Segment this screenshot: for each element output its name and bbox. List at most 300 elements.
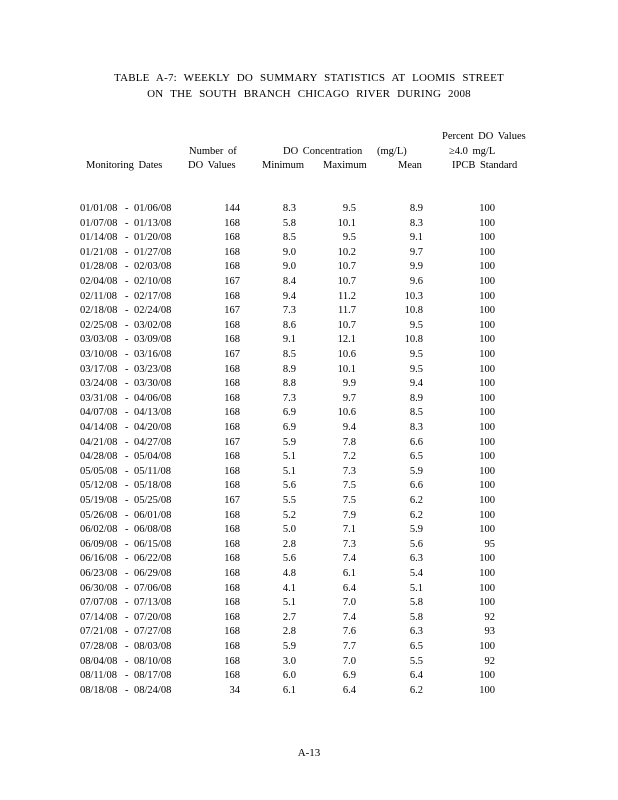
maximum-cell: 10.6 <box>337 349 356 360</box>
end-date-cell: 05/25/08 <box>134 495 172 506</box>
date-separator: - <box>125 276 129 287</box>
table-row <box>0 407 618 422</box>
minimum-cell: 8.3 <box>282 203 296 214</box>
percent-cell: 100 <box>479 319 495 331</box>
end-date-cell: 01/06/08 <box>134 203 172 214</box>
end-date-cell: 06/01/08 <box>134 509 172 521</box>
percent-cell: 100 <box>479 246 495 258</box>
mean-cell: 6.3 <box>409 626 423 638</box>
start-date-cell: 03/17/08 <box>80 363 118 375</box>
percent-cell: 100 <box>479 465 495 477</box>
end-date-cell: 02/03/08 <box>134 261 172 273</box>
maximum-cell: 10.1 <box>337 217 356 229</box>
table-row <box>0 247 618 262</box>
header-number-of: Number of <box>189 146 237 157</box>
percent-cell: 100 <box>479 568 495 579</box>
start-date-cell: 08/04/08 <box>80 655 118 667</box>
mean-cell: 6.3 <box>409 553 423 565</box>
percent-cell: 100 <box>479 422 495 433</box>
maximum-cell: 6.4 <box>342 582 356 594</box>
do-count-cell: 168 <box>224 538 240 550</box>
end-date-cell: 08/03/08 <box>134 641 172 652</box>
end-date-cell: 06/29/08 <box>134 568 172 579</box>
minimum-cell: 5.0 <box>282 524 296 536</box>
do-count-cell: 168 <box>224 524 240 536</box>
minimum-cell: 8.8 <box>282 378 296 390</box>
date-separator: - <box>125 349 129 360</box>
table-row <box>0 437 618 452</box>
mean-cell: 8.5 <box>409 407 423 419</box>
percent-cell: 100 <box>479 509 495 521</box>
end-date-cell: 02/10/08 <box>134 276 172 287</box>
minimum-cell: 4.1 <box>282 582 296 594</box>
start-date-cell: 06/09/08 <box>80 538 118 550</box>
mean-cell: 5.9 <box>409 524 423 536</box>
table-row <box>0 320 618 335</box>
end-date-cell: 07/20/08 <box>134 611 172 623</box>
table-row <box>0 626 618 641</box>
minimum-cell: 7.3 <box>282 305 296 317</box>
minimum-cell: 2.8 <box>282 626 296 638</box>
mean-cell: 6.6 <box>409 480 423 492</box>
percent-cell: 100 <box>479 407 495 419</box>
do-count-cell: 168 <box>224 480 240 492</box>
maximum-cell: 7.6 <box>342 626 356 638</box>
maximum-cell: 10.7 <box>337 319 356 331</box>
percent-cell: 100 <box>479 363 495 375</box>
minimum-cell: 8.5 <box>282 232 296 244</box>
percent-cell: 100 <box>479 217 495 229</box>
date-separator: - <box>125 407 129 419</box>
end-date-cell: 08/24/08 <box>134 684 172 696</box>
date-separator: - <box>125 670 129 682</box>
percent-cell: 100 <box>479 553 495 565</box>
date-separator: - <box>125 524 129 536</box>
maximum-cell: 7.3 <box>342 465 356 477</box>
end-date-cell: 03/09/08 <box>134 334 172 346</box>
minimum-cell: 6.9 <box>282 422 296 433</box>
mean-cell: 9.9 <box>409 261 423 273</box>
date-separator: - <box>125 319 129 331</box>
date-separator: - <box>125 422 129 433</box>
do-count-cell: 168 <box>224 597 240 609</box>
mean-cell: 8.3 <box>409 422 423 433</box>
percent-cell: 100 <box>479 670 495 682</box>
percent-cell: 95 <box>484 538 495 550</box>
page-number: A-13 <box>297 747 321 759</box>
mean-cell: 6.4 <box>409 670 423 682</box>
end-date-cell: 07/13/08 <box>134 597 172 609</box>
end-date-cell: 06/08/08 <box>134 524 172 536</box>
minimum-cell: 2.8 <box>282 538 296 550</box>
table-row <box>0 422 618 437</box>
table-row <box>0 612 618 627</box>
table-row <box>0 466 618 481</box>
do-count-cell: 168 <box>224 232 240 244</box>
maximum-cell: 11.7 <box>338 305 356 317</box>
percent-cell: 100 <box>479 582 495 594</box>
minimum-cell: 3.0 <box>282 655 296 667</box>
table-row <box>0 656 618 671</box>
do-count-cell: 168 <box>224 290 240 302</box>
end-date-cell: 08/10/08 <box>134 655 172 667</box>
date-separator: - <box>125 538 129 550</box>
start-date-cell: 02/11/08 <box>80 290 117 302</box>
start-date-cell: 04/21/08 <box>80 436 118 448</box>
end-date-cell: 01/20/08 <box>134 232 172 244</box>
percent-cell: 100 <box>479 232 495 244</box>
do-count-cell: 168 <box>224 407 240 419</box>
start-date-cell: 01/01/08 <box>80 203 118 214</box>
end-date-cell: 03/30/08 <box>134 378 172 390</box>
table-row <box>0 218 618 233</box>
end-date-cell: 01/13/08 <box>134 217 172 229</box>
mean-cell: 9.5 <box>409 319 423 331</box>
do-count-cell: 167 <box>224 305 240 317</box>
minimum-cell: 5.6 <box>282 480 296 492</box>
date-separator: - <box>125 436 129 448</box>
maximum-cell: 11.2 <box>338 290 356 302</box>
start-date-cell: 02/04/08 <box>80 276 118 287</box>
end-date-cell: 04/13/08 <box>134 407 172 419</box>
do-count-cell: 144 <box>224 203 240 214</box>
end-date-cell: 08/17/08 <box>134 670 172 682</box>
start-date-cell: 04/14/08 <box>80 422 118 433</box>
date-separator: - <box>125 217 129 229</box>
table-row <box>0 203 618 218</box>
date-separator: - <box>125 451 129 463</box>
header-percent-do-values: Percent DO Values <box>442 131 526 142</box>
table-row <box>0 685 618 700</box>
maximum-cell: 10.7 <box>337 261 356 273</box>
minimum-cell: 9.0 <box>282 261 296 273</box>
minimum-cell: 7.3 <box>282 392 296 404</box>
start-date-cell: 08/18/08 <box>80 684 118 696</box>
minimum-cell: 2.7 <box>282 611 296 623</box>
date-separator: - <box>125 641 129 652</box>
table-row <box>0 524 618 539</box>
minimum-cell: 9.1 <box>282 334 296 346</box>
do-count-cell: 168 <box>224 217 240 229</box>
start-date-cell: 01/28/08 <box>80 261 118 273</box>
maximum-cell: 7.0 <box>342 655 356 667</box>
minimum-cell: 8.5 <box>282 349 296 360</box>
date-separator: - <box>125 232 129 244</box>
maximum-cell: 9.5 <box>342 203 356 214</box>
percent-cell: 100 <box>479 436 495 448</box>
percent-cell: 92 <box>484 611 495 623</box>
percent-cell: 100 <box>479 684 495 696</box>
percent-cell: 100 <box>479 261 495 273</box>
maximum-cell: 10.6 <box>337 407 356 419</box>
table-row <box>0 276 618 291</box>
minimum-cell: 6.1 <box>282 684 296 696</box>
date-separator: - <box>125 611 129 623</box>
minimum-cell: 5.9 <box>282 641 296 652</box>
date-separator: - <box>125 392 129 404</box>
start-date-cell: 02/25/08 <box>80 319 118 331</box>
maximum-cell: 7.2 <box>342 451 356 463</box>
start-date-cell: 02/18/08 <box>80 305 118 317</box>
percent-cell: 100 <box>479 641 495 652</box>
end-date-cell: 01/27/08 <box>134 246 172 258</box>
date-separator: - <box>125 305 129 317</box>
maximum-cell: 9.9 <box>342 378 356 390</box>
maximum-cell: 6.1 <box>342 568 356 579</box>
percent-cell: 100 <box>479 597 495 609</box>
start-date-cell: 05/26/08 <box>80 509 118 521</box>
date-separator: - <box>125 261 129 273</box>
do-count-cell: 168 <box>224 509 240 521</box>
start-date-cell: 05/19/08 <box>80 495 118 506</box>
minimum-cell: 5.1 <box>282 597 296 609</box>
percent-cell: 100 <box>479 334 495 346</box>
date-separator: - <box>125 378 129 390</box>
minimum-cell: 9.0 <box>282 246 296 258</box>
do-count-cell: 168 <box>224 465 240 477</box>
maximum-cell: 7.1 <box>342 524 356 536</box>
mean-cell: 5.1 <box>409 582 423 594</box>
minimum-cell: 5.6 <box>282 553 296 565</box>
do-count-cell: 34 <box>229 684 240 696</box>
end-date-cell: 07/27/08 <box>134 626 172 638</box>
do-count-cell: 167 <box>224 349 240 360</box>
end-date-cell: 02/17/08 <box>134 290 172 302</box>
table-row <box>0 451 618 466</box>
minimum-cell: 5.9 <box>282 436 296 448</box>
mean-cell: 9.1 <box>409 232 423 244</box>
start-date-cell: 01/07/08 <box>80 217 118 229</box>
header-ipcb-standard: IPCB Standard <box>452 160 518 171</box>
start-date-cell: 03/31/08 <box>80 392 118 404</box>
header-monitoring-dates: Monitoring Dates <box>86 160 163 171</box>
percent-cell: 100 <box>479 290 495 302</box>
date-separator: - <box>125 465 129 477</box>
do-count-cell: 168 <box>224 246 240 258</box>
date-separator: - <box>125 203 129 214</box>
maximum-cell: 7.8 <box>342 436 356 448</box>
start-date-cell: 07/14/08 <box>80 611 118 623</box>
minimum-cell: 5.1 <box>282 451 296 463</box>
mean-cell: 9.7 <box>409 246 423 258</box>
date-separator: - <box>125 290 129 302</box>
table-row <box>0 334 618 349</box>
date-separator: - <box>125 553 129 565</box>
percent-cell: 100 <box>479 203 495 214</box>
percent-cell: 100 <box>479 349 495 360</box>
do-count-cell: 167 <box>224 276 240 287</box>
maximum-cell: 9.7 <box>342 392 356 404</box>
table-title-line-2: ON THE SOUTH BRANCH CHICAGO RIVER DURING 2008 <box>147 88 471 100</box>
end-date-cell: 05/18/08 <box>134 480 172 492</box>
table-row <box>0 261 618 276</box>
end-date-cell: 04/27/08 <box>134 436 172 448</box>
end-date-cell: 02/24/08 <box>134 305 172 317</box>
maximum-cell: 6.9 <box>342 670 356 682</box>
do-count-cell: 168 <box>224 626 240 638</box>
table-row <box>0 670 618 685</box>
minimum-cell: 6.0 <box>282 670 296 682</box>
date-separator: - <box>125 655 129 667</box>
header-mean: Mean <box>398 160 422 171</box>
mean-cell: 5.5 <box>409 655 423 667</box>
do-count-cell: 168 <box>224 655 240 667</box>
table-row <box>0 597 618 612</box>
minimum-cell: 5.2 <box>282 509 296 521</box>
start-date-cell: 07/07/08 <box>80 597 118 609</box>
table-row <box>0 364 618 379</box>
mean-cell: 5.8 <box>409 597 423 609</box>
mean-cell: 9.4 <box>409 378 423 390</box>
table-row <box>0 495 618 510</box>
date-separator: - <box>125 334 129 346</box>
do-count-cell: 168 <box>224 378 240 390</box>
header-do-concentration: DO Concentration <box>283 146 363 157</box>
percent-cell: 100 <box>479 305 495 317</box>
end-date-cell: 07/06/08 <box>134 582 172 594</box>
mean-cell: 10.8 <box>404 305 423 317</box>
table-row <box>0 349 618 364</box>
header-maximum: Maximum <box>323 160 367 171</box>
do-count-cell: 168 <box>224 670 240 682</box>
date-separator: - <box>125 363 129 375</box>
percent-cell: 92 <box>484 655 495 667</box>
start-date-cell: 05/12/08 <box>80 480 118 492</box>
minimum-cell: 4.8 <box>282 568 296 579</box>
maximum-cell: 6.4 <box>342 684 356 696</box>
maximum-cell: 7.3 <box>342 538 356 550</box>
maximum-cell: 12.1 <box>337 334 356 346</box>
table-row <box>0 641 618 656</box>
start-date-cell: 08/11/08 <box>80 670 117 682</box>
start-date-cell: 06/30/08 <box>80 582 118 594</box>
start-date-cell: 04/28/08 <box>80 451 118 463</box>
minimum-cell: 5.8 <box>282 217 296 229</box>
maximum-cell: 9.5 <box>342 232 356 244</box>
start-date-cell: 06/02/08 <box>80 524 118 536</box>
mean-cell: 6.2 <box>409 495 423 506</box>
start-date-cell: 07/21/08 <box>80 626 118 638</box>
do-count-cell: 168 <box>224 611 240 623</box>
do-count-cell: 168 <box>224 392 240 404</box>
minimum-cell: 9.4 <box>282 290 296 302</box>
do-count-cell: 168 <box>224 451 240 463</box>
mean-cell: 9.5 <box>409 349 423 360</box>
start-date-cell: 01/14/08 <box>80 232 118 244</box>
table-row <box>0 568 618 583</box>
do-count-cell: 168 <box>224 422 240 433</box>
end-date-cell: 05/11/08 <box>134 465 171 477</box>
maximum-cell: 7.7 <box>342 641 356 652</box>
do-count-cell: 168 <box>224 568 240 579</box>
minimum-cell: 8.9 <box>282 363 296 375</box>
table-title-line-1: TABLE A-7: WEEKLY DO SUMMARY STATISTICS AT LOOMIS STREET <box>114 72 504 84</box>
maximum-cell: 7.4 <box>342 611 356 623</box>
do-count-cell: 167 <box>224 495 240 506</box>
header-mg-l: (mg/L) <box>377 146 407 157</box>
mean-cell: 6.2 <box>409 684 423 696</box>
table-row <box>0 305 618 320</box>
mean-cell: 6.5 <box>409 641 423 652</box>
percent-cell: 100 <box>479 392 495 404</box>
minimum-cell: 5.1 <box>282 465 296 477</box>
table-row <box>0 583 618 598</box>
percent-cell: 100 <box>479 451 495 463</box>
maximum-cell: 7.5 <box>342 480 356 492</box>
do-count-cell: 168 <box>224 641 240 652</box>
end-date-cell: 06/15/08 <box>134 538 172 550</box>
end-date-cell: 06/22/08 <box>134 553 172 565</box>
maximum-cell: 7.0 <box>342 597 356 609</box>
start-date-cell: 03/10/08 <box>80 349 118 360</box>
do-count-cell: 168 <box>224 261 240 273</box>
end-date-cell: 03/02/08 <box>134 319 172 331</box>
minimum-cell: 8.4 <box>282 276 296 287</box>
mean-cell: 6.2 <box>409 509 423 521</box>
table-row <box>0 539 618 554</box>
do-count-cell: 168 <box>224 334 240 346</box>
mean-cell: 8.3 <box>409 217 423 229</box>
percent-cell: 100 <box>479 524 495 536</box>
start-date-cell: 06/23/08 <box>80 568 118 579</box>
maximum-cell: 7.4 <box>342 553 356 565</box>
do-count-cell: 168 <box>224 582 240 594</box>
percent-cell: 100 <box>479 480 495 492</box>
date-separator: - <box>125 480 129 492</box>
end-date-cell: 03/23/08 <box>134 363 172 375</box>
maximum-cell: 7.5 <box>342 495 356 506</box>
do-count-cell: 168 <box>224 319 240 331</box>
table-row <box>0 393 618 408</box>
date-separator: - <box>125 509 129 521</box>
table-row <box>0 232 618 247</box>
date-separator: - <box>125 246 129 258</box>
start-date-cell: 01/21/08 <box>80 246 118 258</box>
do-count-cell: 168 <box>224 553 240 565</box>
start-date-cell: 05/05/08 <box>80 465 118 477</box>
do-count-cell: 167 <box>224 436 240 448</box>
percent-cell: 93 <box>484 626 495 638</box>
mean-cell: 8.9 <box>409 392 423 404</box>
date-separator: - <box>125 568 129 579</box>
header-ge-4-mg-l: ≥4.0 mg/L <box>449 146 496 157</box>
minimum-cell: 8.6 <box>282 319 296 331</box>
mean-cell: 6.6 <box>409 436 423 448</box>
date-separator: - <box>125 626 129 638</box>
mean-cell: 5.4 <box>409 568 423 579</box>
end-date-cell: 05/04/08 <box>134 451 172 463</box>
mean-cell: 10.8 <box>404 334 423 346</box>
end-date-cell: 04/20/08 <box>134 422 172 433</box>
start-date-cell: 04/07/08 <box>80 407 118 419</box>
table-row <box>0 480 618 495</box>
minimum-cell: 5.5 <box>282 495 296 506</box>
percent-cell: 100 <box>479 495 495 506</box>
minimum-cell: 6.9 <box>282 407 296 419</box>
table-row <box>0 553 618 568</box>
maximum-cell: 10.7 <box>337 276 356 287</box>
mean-cell: 6.5 <box>409 451 423 463</box>
percent-cell: 100 <box>479 378 495 390</box>
table-row <box>0 510 618 525</box>
date-separator: - <box>125 495 129 506</box>
mean-cell: 8.9 <box>409 203 423 214</box>
mean-cell: 5.8 <box>409 611 423 623</box>
end-date-cell: 03/16/08 <box>134 349 172 360</box>
mean-cell: 10.3 <box>404 290 423 302</box>
table-row <box>0 378 618 393</box>
mean-cell: 9.5 <box>409 363 423 375</box>
